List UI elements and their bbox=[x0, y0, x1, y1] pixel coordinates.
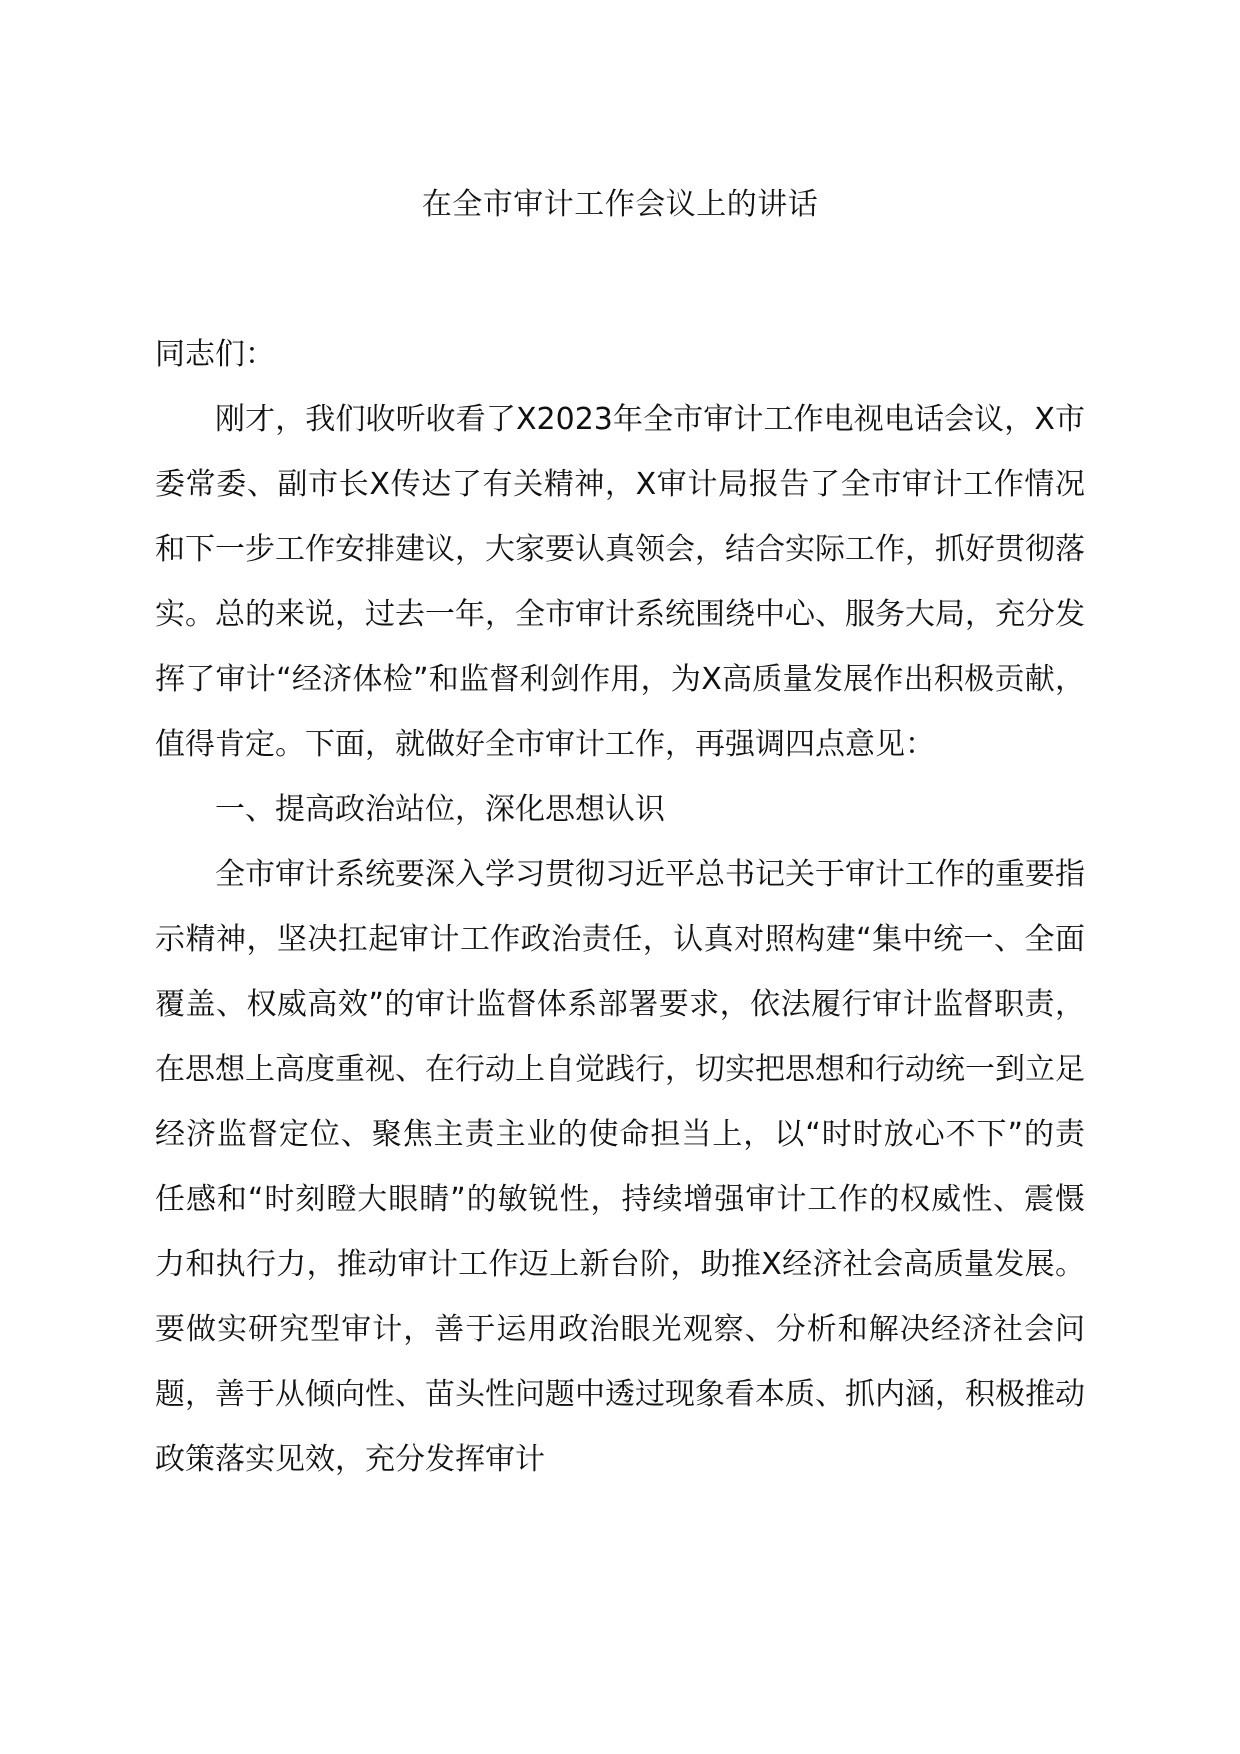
paragraph-section-1: 全市审计系统要深入学习贯彻习近平总书记关于审计工作的重要指示精神，坚决扛起审计工作政治责任，认真对照构建“集中统一、全面覆盖、权威高效”的审计监督体系部署要求，依法履行审计监督职责，在思想上高度重视、在行动上自觉践行，切实把思想和行动统一到立足经济监督定位、聚焦主责主业的使命担当上，以“时时放心不下”的责任感和“时刻瞪大眼睛”的敏锐性，持续增强审计工作的权威性、震慑力和执行力，推动审计工作迈上新台阶，助推X经济社会高质量发展。要做实研究型审计，善于运用政治眼光观察、分析和解决经济社会问题，善于从倾向性、苗头性问题中透过现象看本质、抓内涵，积极推动政策落实见效，充分发挥审计 bbox=[155, 857, 1085, 1477]
salutation: 同志们： bbox=[155, 337, 275, 372]
section-heading-1: 一、提高政治站位，深化思想认识 bbox=[215, 792, 665, 827]
paragraph-intro: 刚才，我们收听收看了X2023年全市审计工作电视电话会议，X市委常委、副市长X传达了有关精神，X审计局报告了全市审计工作情况和下一步工作安排建议，大家要认真领会，结合实际工作，抓好贯彻落实。总的来说，过去一年，全市审计系统围绕中心、服务大局，充分发挥了审计“经济体检”和监督利剑作用，为X高质量发展作出积极贡献，值得肯定。下面，就做好全市审计工作，再强调四点意见： bbox=[155, 402, 1085, 762]
document-body bbox=[155, 322, 1085, 1492]
document-title: 在全市审计工作会议上的讲话 bbox=[421, 187, 819, 222]
